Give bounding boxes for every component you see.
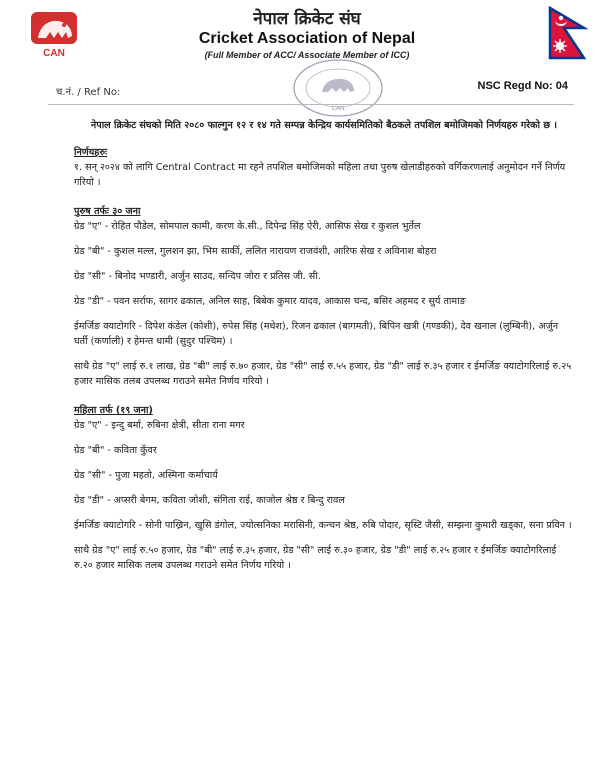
women-grade-c: ग्रेड "सी" - पुजा महतो, अस्मिना कर्माचार्य <box>74 470 218 481</box>
letter-body <box>74 118 574 573</box>
ref-number-label: च.नं. / Ref No: <box>56 87 121 98</box>
decisions-heading: निर्णयहरुः <box>74 147 108 158</box>
men-section-heading: पुरुष तर्फः ३० जना <box>74 206 141 217</box>
org-name-english: Cricket Association of Nepal <box>198 30 416 47</box>
women-section-heading: महिला तर्फ (१९ जना) <box>74 405 153 416</box>
men-grade-d: ग्रेड "डी" - पवन सर्राफ, सागर ढकाल, अनिल साह, बिबेक कुमार यादव, आकास चन्द, बसिर अहमद र सुर्य तामाङ <box>74 296 466 307</box>
men-grade-b: ग्रेड "बी" - कुशल मल्ल, गुलशन झा, भिम सार्की, ललित नारायण राजवंशी, आरिफ सेख र अविनाश बोहरा <box>74 246 437 257</box>
men-emerging: ईमर्जिङ क्याटोगरि - दिपेश कंडेल (कोशी), रुपेस सिंह (मधेश), रिजन ढकाल (बागमती), बिपिन खत्री (गण्डकी), देव खनाल (लुम्बिनी), अर्जुन घर्ती (कर्णाली) र हेमन्त धामी (सुदुर पश्चिम) । <box>74 321 559 347</box>
header-divider <box>48 104 574 105</box>
women-salary: साथै ग्रेड "ए" लाई रु.५० हजार, ग्रेड "बी" लाई रु.३५ हजार, ग्रेड "सी" लाई रु.३० हजार, ग्रेड "डी" लाई रु.२५ हजार र ईमर्जिङ क्याटोगरिलाई रु.२० हजार मासिक तलब उपलब्ध गराउने समेत निर्णय गरियो । <box>74 545 557 571</box>
nsc-regd-number: NSC Regd No: 04 <box>477 80 568 92</box>
intro-paragraph: नेपाल क्रिकेट संघको मिति २०८० फाल्गुन १२ र १४ गते सम्पन्न केन्द्रिय कार्यसमितिको बैठकले तपशिल बमोजिमको निर्णयहरु गरेको छ । <box>90 120 558 131</box>
men-grade-c: ग्रेड "सी" - बिनोद भण्डारी, अर्जुन साउद, सन्दिप जोरा र प्रतिस जी. सी. <box>74 271 321 282</box>
women-grade-a: ग्रेड "ए" - इन्दु बर्मा, रुबिना क्षेत्री, सीता राना मगर <box>74 420 245 431</box>
org-name-nepali: नेपाल क्रिकेट संघ <box>253 9 361 29</box>
official-seal-stamp <box>292 58 384 118</box>
women-emerging: ईमर्जिङ क्याटोगरि - सोनी पाख्रिन, खुसि डंगोल, ज्योत्सनिका मरासिनी, कन्चन श्रेष्ठ, रुबि पोदार, सृस्टि जैसी, सम्झना कुमारी खड्का, सना प्रविन । <box>74 520 572 531</box>
svg-text:CAN: CAN <box>331 106 345 112</box>
women-grade-b: ग्रेड "बी" - कविता कुँवर <box>74 445 157 456</box>
org-membership: (Full Member of ACC/ Associate Member of ICC) <box>204 50 410 60</box>
men-salary: साथै ग्रेड "ए" लाई रु.१ लाख, ग्रेड "बी" लाई रु.७० हजार, ग्रेड "सी" लाई रु.५५ हजार, ग्रेड "डी" लाई रु.३५ हजार र ईमर्जिङ क्याटोगरिलाई रु.२५ हजार मासिक तलब उपलब्ध गराउने समेत निर्णय गरियो । <box>74 361 572 387</box>
women-grade-d: ग्रेड "डी" - अप्सरी बेगम, कविता जोशी, संगिता राई, काजोल श्रेष्ठ र बिन्दु रावल <box>74 495 345 506</box>
logo-text: CAN <box>43 48 65 59</box>
decision-1: १. सन् २०२४ को लागि Central Contract मा रहने तपशिल बमोजिमको महिला तथा पुरुष खेलाडीहरुको वर्गिकरणलाई अनुमोदन गर्ने निर्णय गरियो । <box>74 162 566 188</box>
men-grade-a: ग्रेड "ए" - रोहित पौडेल, सोमपाल कामी, करण के.सी., दिपेन्द्र सिंह ऐरी, आसिफ सेख र कुशल भुर्तेल <box>74 221 421 232</box>
